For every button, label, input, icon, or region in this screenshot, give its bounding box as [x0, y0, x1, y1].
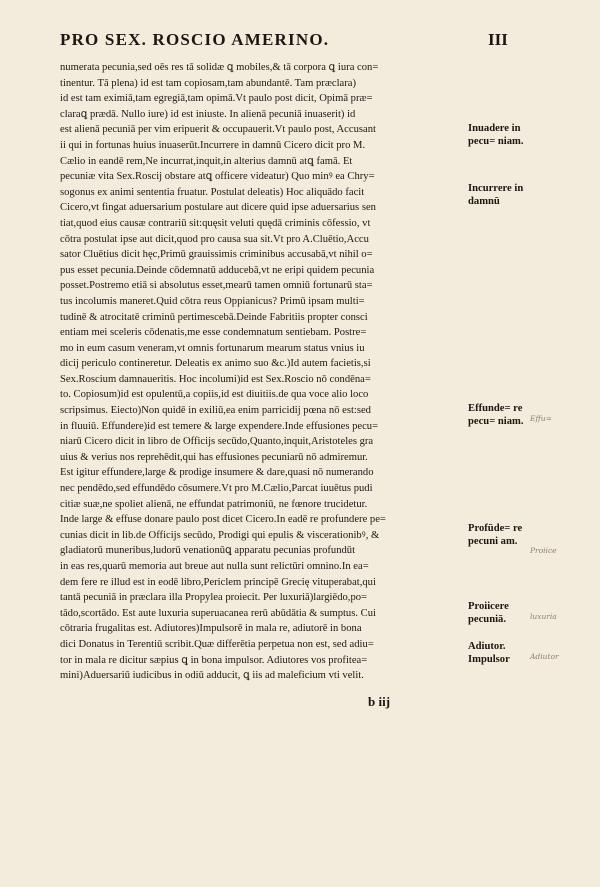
text-line: tiat,quod eius causæ contrariū sit:quęsit veluti quędā criminis cōfessio, vt: [60, 217, 371, 229]
text-line: tus incolumis maneret.Quid cōtra reus Oppianicus? Primū ipsam multi=: [60, 295, 365, 307]
handwritten-note: Effu=: [530, 414, 552, 423]
text-line: dicij periculo contineretur. Deleatis ex animo suo &c.)Id autem facietis,si: [60, 358, 371, 370]
margin-gloss: Effunde= re pecu= niam.: [468, 403, 524, 427]
handwritten-note: Proiice: [530, 546, 557, 555]
text-line: tudinē & atrocitatē criminū pertimescebā.Deinde Fabritiis propter consci: [60, 311, 368, 323]
text-line: citiæ suæ,ne spoliet alienā, ne effundat patrimoniū, ne fœnore trucidetur.: [60, 498, 368, 510]
text-line: tādo,scortādo. Est aute luxuria superuacanea rerū abūdātia & sumptus. Cui: [60, 607, 376, 619]
text-line: cōtraria frugalitas est. Adiutores)Impulsorē in mala re, adiutorē in bona: [60, 623, 362, 635]
margin-gloss: Inuadere in pecu= niam.: [468, 123, 524, 147]
text-line: dici Donatus in Terentiū scribit.Quæ differētia perpetua non est, sed adiu=: [60, 638, 374, 650]
text-line: entiam mei sceleris cōdenatis,me esse condemnatum sentiebam. Postre=: [60, 327, 367, 339]
text-line: nec pendēdo,sed effundēdo cōsumere.Vt pro M.Cælio,Parcat iuuētus pudi: [60, 483, 373, 495]
text-line: Cicero,vt fingat aduersarium postulare aut dicere quid ipse aduersarius sen: [60, 202, 376, 214]
margin-gloss: Incurrere in damnū: [468, 183, 524, 207]
text-line: in eas res,quarū memoria aut breue aut nulla sunt relictūri omnino.In ea=: [60, 561, 369, 572]
text-line: tinentur. Tā plena) id est tam copiosam,tam abundantē. Tam præclara): [60, 77, 356, 89]
text-line: mini)Aduersariū iudicibus in odiū adducit, ꝗ iis ad maleficium vti velit.: [60, 670, 364, 682]
margin-gloss: Adiutor. Impulsor: [468, 641, 510, 665]
text-line: to. Copiosum)id est opulentū,a copiis,id est diuitiis.de qua voce alio loco: [60, 389, 369, 401]
handwritten-note: luxuria: [530, 612, 557, 621]
running-head: PRO SEX. ROSCIO AMERINO.: [60, 30, 330, 49]
text-line: dem fere re illud est in eodē libro,Periclem principē Grecię vituperabat,qui: [60, 576, 376, 588]
text-line: Est igitur effundere,large & prodige insumere & dare,quasi nō numerando: [60, 467, 374, 479]
text-line: tantā pecuniā in præclara illa Propylea proiecit. Per luxuriā)largiēdo,po=: [60, 592, 368, 604]
text-line: sator Cluētius dicit hęc,Primū grauissimis criminibus accusabā,vt nihil o=: [60, 249, 373, 261]
text-line: gladiatorū muneribus,ludorū venationūꝗ apparatu pecunias profundūt: [60, 545, 356, 557]
text-line: uius & verius nos reprehēdit,qui has effusiones pecuniarū nō admiremur.: [60, 451, 368, 463]
text-line: ii qui in fortunas huius inuaserūt.Incurrere in damnū Cicero dicit pro M.: [60, 139, 366, 151]
text-line: pecuniæ vita Sex.Roscij obstare atꝗ officere videatur) Quo minꝰ ea Chry=: [60, 171, 375, 183]
text-line: sogonus ex animi sententia fruatur. Postulat deleatis) Hoc aliquādo facit: [60, 186, 365, 198]
margin-gloss: Proiicere pecuniā.: [468, 601, 509, 625]
text-line: Inde large & effuse donare paulo post dicet Cicero.In eadē re profundere pe=: [60, 514, 386, 526]
text-line: pus esset pecunia.Deinde cōdemnatū adducebā,vt ne eripi quidem pecunia: [60, 264, 375, 276]
folio-number: III: [488, 30, 508, 49]
text-line: claraꝗ prædā. Nullo iure) id est iniuste. In alienā pecuniā inuaserit) id: [60, 108, 356, 120]
margin-gloss: Profūde= re pecuni am.: [468, 523, 523, 547]
text-line: mo in eum casum veneram,vt omnis fortunarum mearum status vnius iu: [60, 342, 365, 354]
text-line: cōtra postulat ipse aut dicit,quod pro causa sua sit.Vt pro A.Cluētio,Accu: [60, 233, 369, 245]
handwritten-note: Adiutor: [530, 652, 559, 661]
text-line: cunias dicit in lib.de Officijs secūdo, Prodigi qui epulis & viscerationibꝰ, &: [60, 529, 380, 541]
text-line: posset.Postremo etiā si absolutus esset,mearū tamen omniū fortunarū sta=: [60, 280, 373, 292]
text-line: id est tam eximiā,tam egregiā,tam opimā.Vt paulo post dicit, Opimā præ=: [60, 93, 373, 105]
text-line: in fluuiū. Effundere)id est temere & large expendere.Inde effusiones pecu=: [60, 420, 379, 432]
text-line: Cælio in eandē rem,Ne incurrat,inquit,in alterius damnū atꝗ famā. Et: [60, 155, 353, 167]
text-line: tor in mala re dicitur sæpius ꝗ in bona impulsor. Adiutores vos profitea=: [60, 654, 368, 666]
text-line: scripsimus. Eiecto)Non quidē in exiliū,ea enim parricidij pœna nō est:sed: [60, 405, 371, 417]
commentary-text: [60, 60, 465, 684]
signature-mark: b iij: [368, 694, 391, 709]
text-line: niarū Cicero dicit in libro de Officijs secūdo,Quanto,inquit,Aristoteles gra: [60, 436, 374, 448]
text-line: Sex.Roscium damnaueritis. Hoc incolumi)id est Sex.Roscio nō condēna=: [60, 373, 371, 385]
text-line: est alienā pecuniā per vim eripuerit & occupauerit.Vt paulo post, Accusant: [60, 124, 376, 136]
text-line: numerata pecunia,sed oēs res tā solidæ ꝗ mobiles,& tā corpora ꝗ iura con=: [60, 62, 379, 73]
